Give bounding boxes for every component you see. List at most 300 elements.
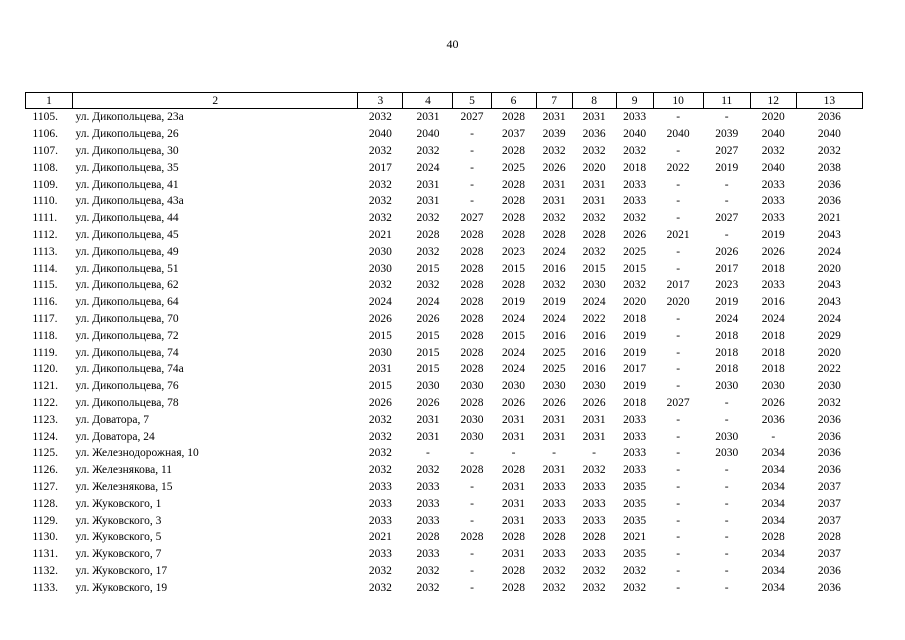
year-cell: 2020: [666, 296, 690, 309]
year-cell: 2031: [582, 111, 606, 124]
year-cell: 2032: [542, 581, 566, 594]
year-cell: -: [676, 111, 681, 124]
year-cell: 2034: [761, 514, 785, 527]
year-cell: 2031: [416, 413, 440, 426]
year-cell: 2033: [582, 514, 606, 527]
year-cell: -: [470, 128, 474, 141]
year-cell: 2030: [460, 430, 484, 443]
year-cell: 2018: [715, 346, 739, 359]
year-cell: 2030: [368, 346, 392, 359]
year-cell: 2032: [368, 564, 392, 577]
year-cell: -: [676, 245, 681, 258]
year-cell: 2021: [817, 212, 841, 225]
year-cell: 2022: [817, 363, 841, 376]
year-cell: -: [724, 111, 729, 124]
year-cell: 2028: [502, 195, 526, 208]
column-header: 1: [26, 93, 73, 109]
row-number: 1129.: [32, 514, 58, 527]
year-cell: 2024: [416, 296, 440, 309]
year-cell: -: [676, 312, 681, 325]
year-cell: 2028: [761, 531, 785, 544]
column-header: 12: [750, 93, 796, 109]
year-cell: 2024: [542, 312, 566, 325]
address-cell: ул. Дикопольцева, 74: [75, 346, 179, 359]
year-cell: 2033: [623, 178, 647, 191]
year-cell: 2032: [817, 396, 841, 409]
year-cell: 2031: [416, 178, 440, 191]
address-cell: ул. Дикопольцева, 30: [75, 144, 179, 157]
year-cell: -: [771, 430, 776, 443]
year-cell: -: [470, 144, 474, 157]
year-cell: 2023: [715, 279, 739, 292]
year-cell: 2026: [368, 396, 392, 409]
year-cell: 2032: [542, 144, 566, 157]
year-cell: 2036: [817, 195, 841, 208]
year-cell: 2040: [623, 128, 647, 141]
year-cell: -: [676, 531, 681, 544]
year-cell: 2031: [416, 195, 440, 208]
year-cell: 2033: [368, 497, 392, 510]
column-header: 5: [453, 93, 491, 109]
year-cell: 2033: [761, 212, 785, 225]
year-cell: 2039: [542, 128, 566, 141]
year-cell: 2025: [502, 161, 526, 174]
year-cell: -: [724, 548, 729, 561]
table-row: [26, 546, 863, 563]
year-cell: 2033: [582, 548, 606, 561]
year-cell: 2018: [761, 329, 785, 342]
row-number: 1126.: [32, 464, 58, 477]
year-cell: 2033: [416, 480, 440, 493]
address-cell: ул. Дикопольцева, 45: [75, 228, 179, 241]
year-cell: 2040: [761, 161, 785, 174]
table-row: [26, 563, 863, 580]
row-number: 1128.: [32, 497, 58, 510]
row-number: 1130.: [32, 531, 58, 544]
year-cell: 2032: [416, 564, 440, 577]
year-cell: 2025: [623, 245, 647, 258]
year-cell: 2028: [542, 228, 566, 241]
year-cell: 2033: [416, 497, 440, 510]
year-cell: 2021: [368, 228, 392, 241]
year-cell: 2032: [817, 144, 841, 157]
year-cell: 2024: [416, 161, 440, 174]
column-header: 3: [358, 93, 403, 109]
table-row: [26, 411, 863, 428]
year-cell: 2019: [761, 228, 785, 241]
table-row: [26, 512, 863, 529]
year-cell: 2031: [502, 430, 526, 443]
table-row: [26, 344, 863, 361]
address-cell: ул. Дикопольцева, 49: [75, 245, 179, 258]
year-cell: 2030: [715, 430, 739, 443]
year-cell: 2028: [416, 531, 440, 544]
year-cell: -: [724, 514, 729, 527]
year-cell: 2019: [623, 329, 647, 342]
address-cell: ул. Дикопольцева, 41: [75, 178, 179, 191]
year-cell: 2024: [761, 312, 785, 325]
year-cell: 2019: [623, 380, 647, 393]
address-cell: ул. Дикопольцева, 23а: [75, 111, 184, 124]
year-cell: 2021: [666, 228, 690, 241]
year-cell: 2035: [623, 497, 647, 510]
year-cell: 2036: [817, 581, 841, 594]
year-cell: -: [676, 497, 681, 510]
row-number: 1112.: [32, 228, 58, 241]
table-row: [26, 579, 863, 596]
year-cell: 2024: [582, 296, 606, 309]
year-cell: -: [592, 447, 597, 460]
year-cell: 2015: [416, 363, 440, 376]
year-cell: 2033: [582, 497, 606, 510]
year-cell: 2033: [416, 514, 440, 527]
year-cell: 2024: [542, 245, 566, 258]
year-cell: 2032: [368, 430, 392, 443]
year-cell: -: [470, 581, 474, 594]
year-cell: 2028: [460, 296, 484, 309]
row-number: 1111.: [32, 212, 58, 225]
year-cell: 2031: [582, 430, 606, 443]
table-row: [26, 227, 863, 244]
year-cell: 2036: [817, 178, 841, 191]
address-cell: ул. Доватора, 7: [75, 413, 149, 426]
table-row: [26, 378, 863, 395]
year-cell: 2035: [623, 548, 647, 561]
year-cell: 2031: [502, 497, 526, 510]
year-cell: 2032: [368, 581, 392, 594]
year-cell: -: [724, 531, 729, 544]
year-cell: 2043: [817, 296, 841, 309]
year-cell: 2028: [582, 228, 606, 241]
year-cell: -: [676, 363, 681, 376]
table-row: [26, 109, 863, 126]
year-cell: -: [676, 178, 681, 191]
year-cell: 2031: [502, 514, 526, 527]
table-body: [26, 109, 863, 597]
address-cell: ул. Железнякова, 15: [75, 480, 173, 493]
year-cell: 2019: [502, 296, 526, 309]
year-cell: 2033: [542, 480, 566, 493]
year-cell: 2027: [460, 111, 484, 124]
year-cell: 2040: [761, 128, 785, 141]
year-cell: 2031: [416, 111, 440, 124]
row-number: 1118.: [32, 329, 58, 342]
address-cell: ул. Жуковского, 3: [75, 514, 162, 527]
year-cell: 2031: [582, 178, 606, 191]
year-cell: 2030: [502, 380, 526, 393]
year-cell: 2028: [460, 245, 484, 258]
year-cell: 2030: [715, 380, 739, 393]
year-cell: 2030: [582, 380, 606, 393]
row-number: 1125.: [32, 447, 58, 460]
year-cell: -: [676, 430, 681, 443]
year-cell: 2034: [761, 548, 785, 561]
address-cell: ул. Дикопольцева, 70: [75, 312, 179, 325]
year-cell: 2020: [817, 262, 841, 275]
address-cell: ул. Доватора, 24: [75, 430, 155, 443]
year-cell: 2032: [623, 212, 647, 225]
year-cell: 2031: [542, 178, 566, 191]
table-row: [26, 143, 863, 160]
year-cell: 2015: [623, 262, 647, 275]
address-cell: ул. Дикопольцева, 62: [75, 279, 179, 292]
year-cell: 2031: [582, 413, 606, 426]
row-number: 1133.: [32, 581, 58, 594]
year-cell: 2015: [502, 262, 526, 275]
year-cell: 2028: [460, 262, 484, 275]
year-cell: -: [676, 514, 681, 527]
year-cell: 2033: [542, 514, 566, 527]
year-cell: 2032: [368, 212, 392, 225]
year-cell: -: [676, 346, 681, 359]
year-cell: 2030: [761, 380, 785, 393]
year-cell: -: [724, 228, 729, 241]
column-header: 7: [536, 93, 572, 109]
year-cell: -: [676, 564, 681, 577]
year-cell: 2026: [761, 245, 785, 258]
year-cell: -: [426, 447, 430, 460]
year-cell: 2031: [502, 480, 526, 493]
year-cell: 2038: [817, 161, 841, 174]
year-cell: 2028: [502, 279, 526, 292]
year-cell: 2018: [761, 363, 785, 376]
year-cell: -: [676, 212, 681, 225]
year-cell: 2028: [502, 581, 526, 594]
year-cell: 2019: [623, 346, 647, 359]
year-cell: 2028: [460, 312, 484, 325]
year-cell: 2020: [582, 161, 606, 174]
row-number: 1132.: [32, 564, 58, 577]
year-cell: 2036: [817, 447, 841, 460]
row-number: 1107.: [32, 144, 58, 157]
year-cell: 2026: [623, 228, 647, 241]
year-cell: 2040: [666, 128, 690, 141]
year-cell: 2030: [460, 413, 484, 426]
year-cell: 2019: [542, 296, 566, 309]
row-number: 1106.: [32, 128, 58, 141]
year-cell: 2032: [368, 413, 392, 426]
year-cell: 2027: [666, 396, 690, 409]
year-cell: -: [724, 480, 729, 493]
year-cell: 2032: [416, 279, 440, 292]
year-cell: 2030: [715, 447, 739, 460]
year-cell: -: [676, 144, 681, 157]
year-cell: 2040: [368, 128, 392, 141]
year-cell: 2016: [542, 262, 566, 275]
year-cell: 2026: [416, 312, 440, 325]
year-cell: 2031: [542, 430, 566, 443]
address-cell: ул. Дикопольцева, 51: [75, 262, 179, 275]
table-row: [26, 260, 863, 277]
year-cell: 2032: [368, 111, 392, 124]
year-cell: 2032: [368, 464, 392, 477]
year-cell: 2028: [502, 111, 526, 124]
row-number: 1127.: [32, 480, 58, 493]
year-cell: 2036: [817, 464, 841, 477]
year-cell: 2028: [460, 228, 484, 241]
year-cell: 2032: [368, 178, 392, 191]
year-cell: 2031: [542, 464, 566, 477]
table-row: [26, 210, 863, 227]
year-cell: 2017: [666, 279, 690, 292]
year-cell: 2030: [368, 245, 392, 258]
year-cell: 2043: [817, 228, 841, 241]
row-number: 1123.: [32, 413, 58, 426]
year-cell: 2036: [582, 128, 606, 141]
year-cell: -: [724, 581, 729, 594]
year-cell: 2020: [817, 346, 841, 359]
year-cell: 2026: [715, 245, 739, 258]
year-cell: 2028: [502, 178, 526, 191]
year-cell: 2033: [542, 548, 566, 561]
address-cell: ул. Дикопольцева, 76: [75, 380, 179, 393]
column-header: 2: [73, 93, 358, 109]
column-header: 6: [491, 93, 536, 109]
row-number: 1116.: [32, 296, 58, 309]
year-cell: 2032: [368, 447, 392, 460]
year-cell: 2032: [582, 245, 606, 258]
year-cell: 2028: [542, 531, 566, 544]
year-cell: 2029: [817, 329, 841, 342]
year-cell: 2024: [715, 312, 739, 325]
year-cell: 2033: [761, 279, 785, 292]
year-cell: 2022: [582, 312, 606, 325]
row-number: 1109.: [32, 178, 58, 191]
year-cell: 2028: [460, 279, 484, 292]
year-cell: -: [676, 581, 681, 594]
year-cell: 2031: [542, 413, 566, 426]
year-cell: -: [724, 195, 729, 208]
year-cell: 2039: [715, 128, 739, 141]
year-cell: -: [676, 262, 681, 275]
address-cell: ул. Жуковского, 19: [75, 581, 168, 594]
column-header: 10: [653, 93, 703, 109]
year-cell: 2022: [666, 161, 690, 174]
header-row: [26, 93, 863, 109]
year-cell: 2034: [761, 497, 785, 510]
row-number: 1115.: [32, 279, 58, 292]
year-cell: 2031: [582, 195, 606, 208]
year-cell: 2034: [761, 581, 785, 594]
year-cell: 2035: [623, 514, 647, 527]
year-cell: 2030: [368, 262, 392, 275]
year-cell: 2028: [502, 144, 526, 157]
year-cell: 2017: [623, 363, 647, 376]
table-row: [26, 193, 863, 210]
year-cell: 2024: [502, 312, 526, 325]
year-cell: 2021: [368, 531, 392, 544]
year-cell: -: [470, 480, 474, 493]
table-row: [26, 395, 863, 412]
row-number: 1114.: [32, 262, 58, 275]
year-cell: 2034: [761, 564, 785, 577]
year-cell: 2033: [623, 447, 647, 460]
table-row: [26, 479, 863, 496]
year-cell: 2031: [502, 413, 526, 426]
year-cell: -: [724, 497, 729, 510]
year-cell: -: [676, 195, 681, 208]
year-cell: 2016: [582, 346, 606, 359]
year-cell: 2019: [715, 296, 739, 309]
address-cell: ул. Жуковского, 17: [75, 564, 168, 577]
year-cell: 2015: [582, 262, 606, 275]
address-cell: ул. Железнодорожная, 10: [75, 447, 199, 460]
year-cell: -: [724, 396, 729, 409]
year-cell: 2028: [460, 346, 484, 359]
year-cell: 2032: [623, 564, 647, 577]
year-cell: 2015: [416, 329, 440, 342]
year-cell: 2032: [623, 581, 647, 594]
year-cell: 2030: [416, 380, 440, 393]
year-cell: -: [470, 447, 474, 460]
year-cell: 2032: [542, 279, 566, 292]
year-cell: 2026: [582, 396, 606, 409]
year-cell: -: [676, 464, 681, 477]
year-cell: 2032: [542, 564, 566, 577]
year-cell: 2033: [623, 430, 647, 443]
year-cell: 2030: [582, 279, 606, 292]
year-cell: 2030: [817, 380, 841, 393]
year-cell: 2033: [761, 195, 785, 208]
year-cell: -: [676, 548, 681, 561]
year-cell: 2033: [582, 480, 606, 493]
year-cell: 2033: [416, 548, 440, 561]
year-cell: 2037: [817, 497, 841, 510]
year-cell: 2028: [460, 396, 484, 409]
year-cell: 2028: [582, 531, 606, 544]
year-cell: 2024: [817, 312, 841, 325]
year-cell: 2032: [368, 279, 392, 292]
row-number: 1124.: [32, 430, 58, 443]
year-cell: 2016: [582, 363, 606, 376]
year-cell: 2028: [817, 531, 841, 544]
year-cell: -: [470, 178, 474, 191]
year-cell: 2018: [623, 396, 647, 409]
table-row: [26, 159, 863, 176]
address-cell: ул. Дикопольцева, 43а: [75, 195, 184, 208]
year-cell: 2036: [817, 111, 841, 124]
year-cell: 2032: [582, 212, 606, 225]
year-cell: 2015: [502, 329, 526, 342]
year-cell: 2015: [368, 329, 392, 342]
year-cell: 2032: [582, 464, 606, 477]
year-cell: 2033: [368, 548, 392, 561]
year-cell: 2036: [817, 413, 841, 426]
year-cell: 2037: [817, 548, 841, 561]
year-cell: 2019: [715, 161, 739, 174]
year-cell: -: [470, 548, 474, 561]
year-cell: 2028: [502, 531, 526, 544]
year-cell: -: [724, 464, 729, 477]
year-cell: 2027: [460, 212, 484, 225]
table-row: [26, 311, 863, 328]
year-cell: -: [470, 497, 474, 510]
row-number: 1119.: [32, 346, 58, 359]
year-cell: 2016: [582, 329, 606, 342]
year-cell: 2015: [416, 262, 440, 275]
address-cell: ул. Дикопольцева, 35: [75, 161, 179, 174]
address-cell: ул. Дикопольцева, 64: [75, 296, 179, 309]
year-cell: 2026: [368, 312, 392, 325]
year-cell: -: [552, 447, 556, 460]
year-cell: 2032: [582, 581, 606, 594]
schedule-table: [25, 92, 863, 596]
year-cell: 2021: [623, 531, 647, 544]
year-cell: 2020: [623, 296, 647, 309]
year-cell: -: [676, 413, 681, 426]
year-cell: -: [724, 564, 729, 577]
table-header: [26, 93, 863, 109]
